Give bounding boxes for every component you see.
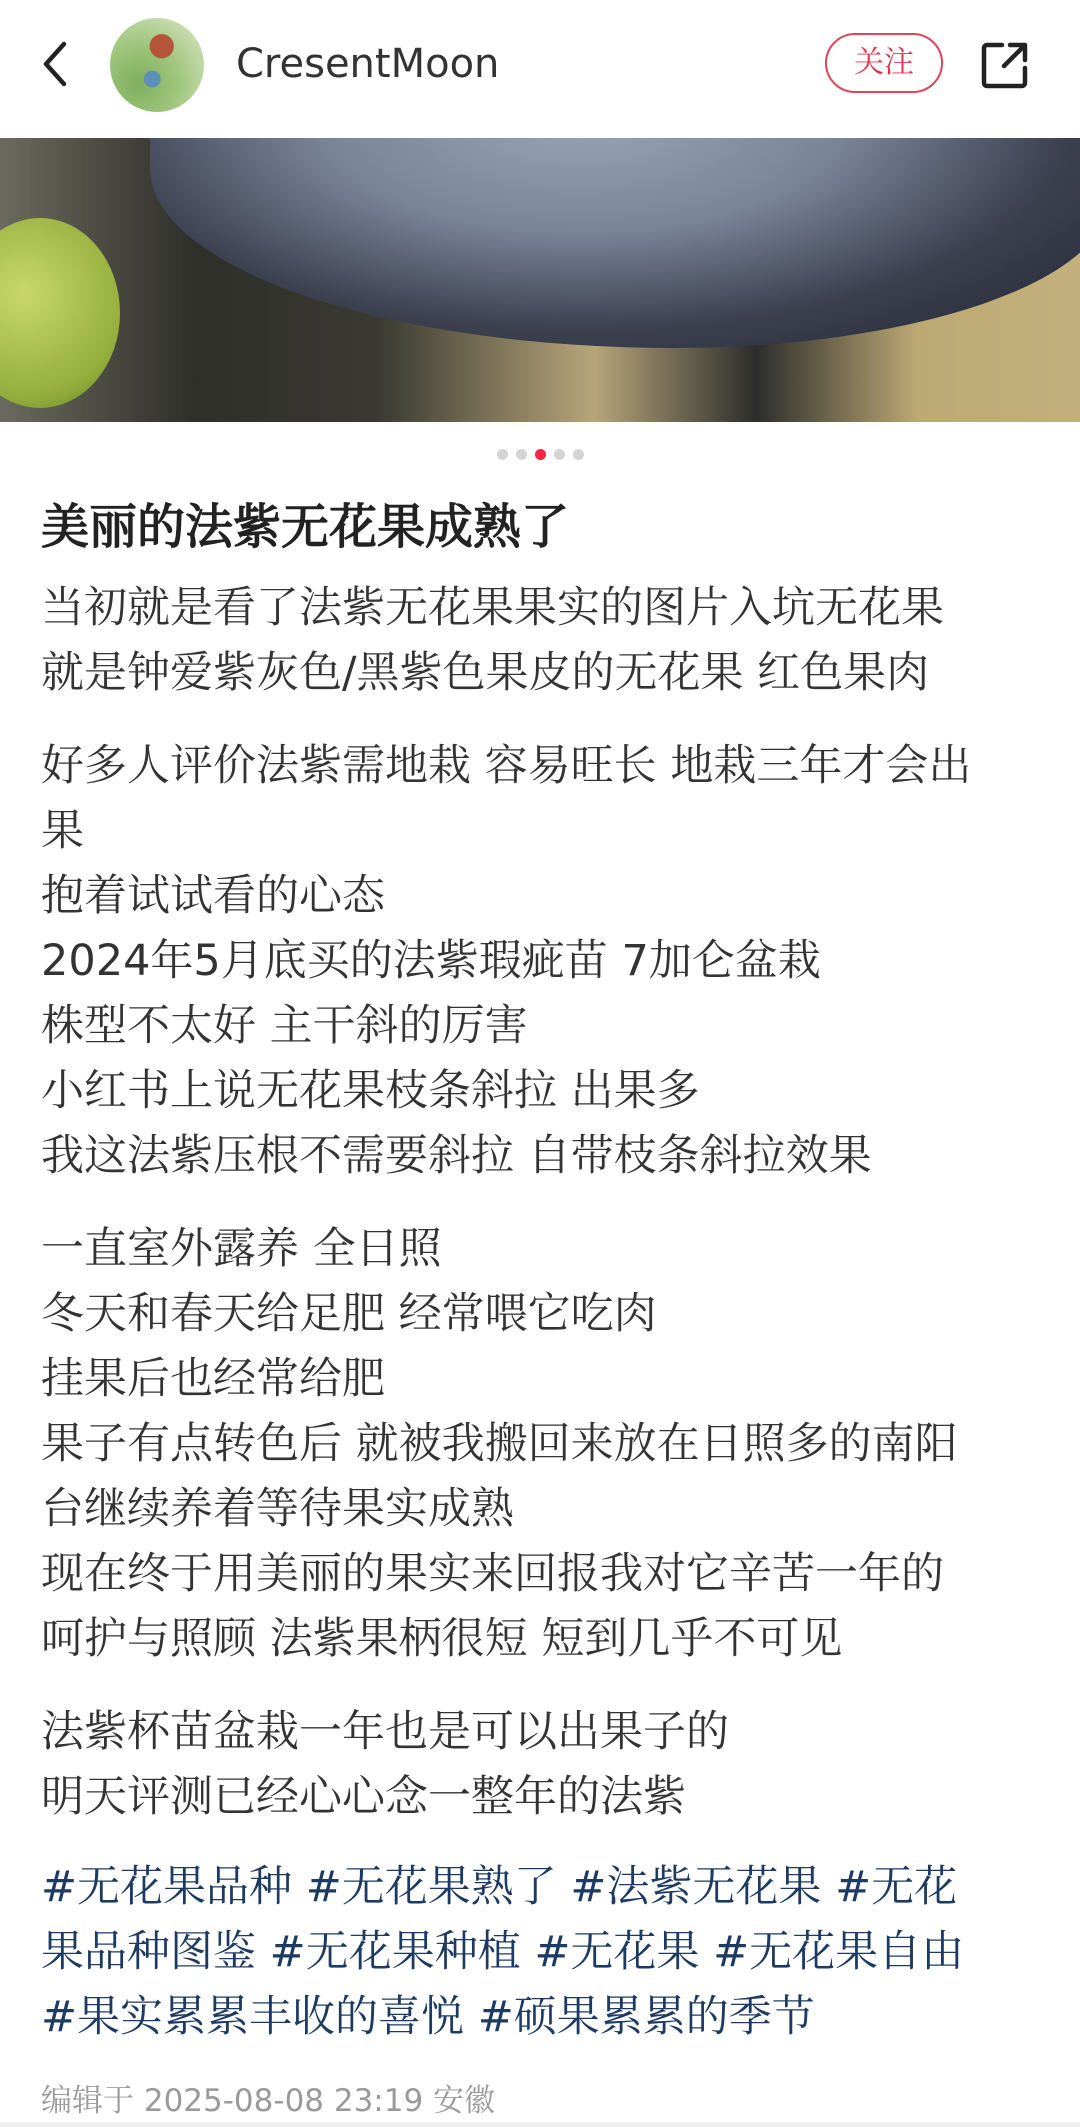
hashtag-link[interactable]: #无花果种植 xyxy=(269,1927,521,1977)
hashtag-link[interactable]: #无花果品种 xyxy=(41,1862,293,1912)
carousel-dot xyxy=(573,449,584,460)
text-line: 挂果后也经常给肥 xyxy=(41,1354,385,1404)
carousel-indicator xyxy=(0,449,1080,460)
paragraph xyxy=(41,576,1051,706)
top-bar xyxy=(0,0,1080,138)
post-title: 美丽的法紫无花果成熟了 xyxy=(41,499,570,555)
carousel-dot xyxy=(497,449,508,460)
fig-fruit-image xyxy=(150,138,1080,348)
paragraph xyxy=(41,734,1051,1189)
post-image[interactable] xyxy=(0,138,1080,422)
text-line: 果子有点转色后 就被我搬回来放在日照多的南阳 xyxy=(41,1419,958,1469)
carousel-dot xyxy=(516,449,527,460)
hashtag-link[interactable]: #果实累累丰收的喜悦 xyxy=(41,1992,465,2042)
text-line: 法紫杯苗盆栽一年也是可以出果子的 xyxy=(41,1707,729,1757)
text-line: 我这法紫压根不需要斜拉 自带枝条斜拉效果 xyxy=(41,1131,872,1181)
tag-line xyxy=(41,1855,1051,1920)
tag-line xyxy=(41,1985,1051,2050)
text-line: 冬天和春天给足肥 经常喂它吃肉 xyxy=(41,1289,657,1339)
edit-info: 编辑于 2025-08-08 23:19 安徽 xyxy=(41,2083,496,2119)
hashtag-link[interactable]: #无花 xyxy=(835,1862,958,1912)
text-line: 抱着试试看的心态 xyxy=(41,871,385,921)
text-line: 台继续养着等待果实成熟 xyxy=(41,1484,514,1534)
text-line: 2024年5月底买的法紫瑕疵苗 7加仑盆栽 xyxy=(41,936,821,986)
hashtag-link[interactable]: #法紫无花果 xyxy=(570,1862,822,1912)
paragraph xyxy=(41,1217,1051,1672)
divider xyxy=(0,2122,1080,2127)
carousel-dot xyxy=(535,449,546,460)
hashtag-link[interactable]: #硕果累累的季节 xyxy=(477,1992,815,2042)
hashtags xyxy=(41,1855,1051,2050)
tag-line xyxy=(41,1920,1051,1985)
share-icon[interactable] xyxy=(980,40,1030,90)
hashtag-link[interactable]: #无花果熟了 xyxy=(305,1862,557,1912)
green-fig-image xyxy=(0,218,120,408)
text-line: 当初就是看了法紫无花果果实的图片入坑无花果 xyxy=(41,583,944,633)
carousel-dot xyxy=(554,449,565,460)
text-line: 呵护与照顾 法紫果柄很短 短到几乎不可见 xyxy=(41,1614,843,1664)
text-line: 一直室外露养 全日照 xyxy=(41,1224,442,1274)
hashtag-link[interactable]: #无花果 xyxy=(534,1927,700,1977)
text-line: 就是钟爱紫灰色/黑紫色果皮的无花果 红色果肉 xyxy=(41,648,930,698)
text-line: 明天评测已经心心念一整年的法紫 xyxy=(41,1772,686,1822)
text-line: 株型不太好 主干斜的厉害 xyxy=(41,1001,528,1051)
avatar[interactable] xyxy=(110,18,204,112)
paragraph xyxy=(41,1700,1051,1830)
text-line: 小红书上说无花果枝条斜拉 出果多 xyxy=(41,1066,700,1116)
text-line: 好多人评价法紫需地栽 容易旺长 地栽三年才会出 xyxy=(41,741,972,791)
follow-button[interactable]: 关注 xyxy=(825,33,943,93)
text-line: 现在终于用美丽的果实来回报我对它辛苦一年的 xyxy=(41,1549,944,1599)
hashtag-link[interactable]: 果品种图鉴 xyxy=(41,1927,256,1977)
text-line: 果 xyxy=(41,806,84,856)
back-arrow-icon[interactable] xyxy=(36,38,76,90)
post-content xyxy=(41,492,1051,2126)
hashtag-link[interactable]: #无花果自由 xyxy=(713,1927,965,1977)
username[interactable]: CresentMoon xyxy=(236,41,500,87)
